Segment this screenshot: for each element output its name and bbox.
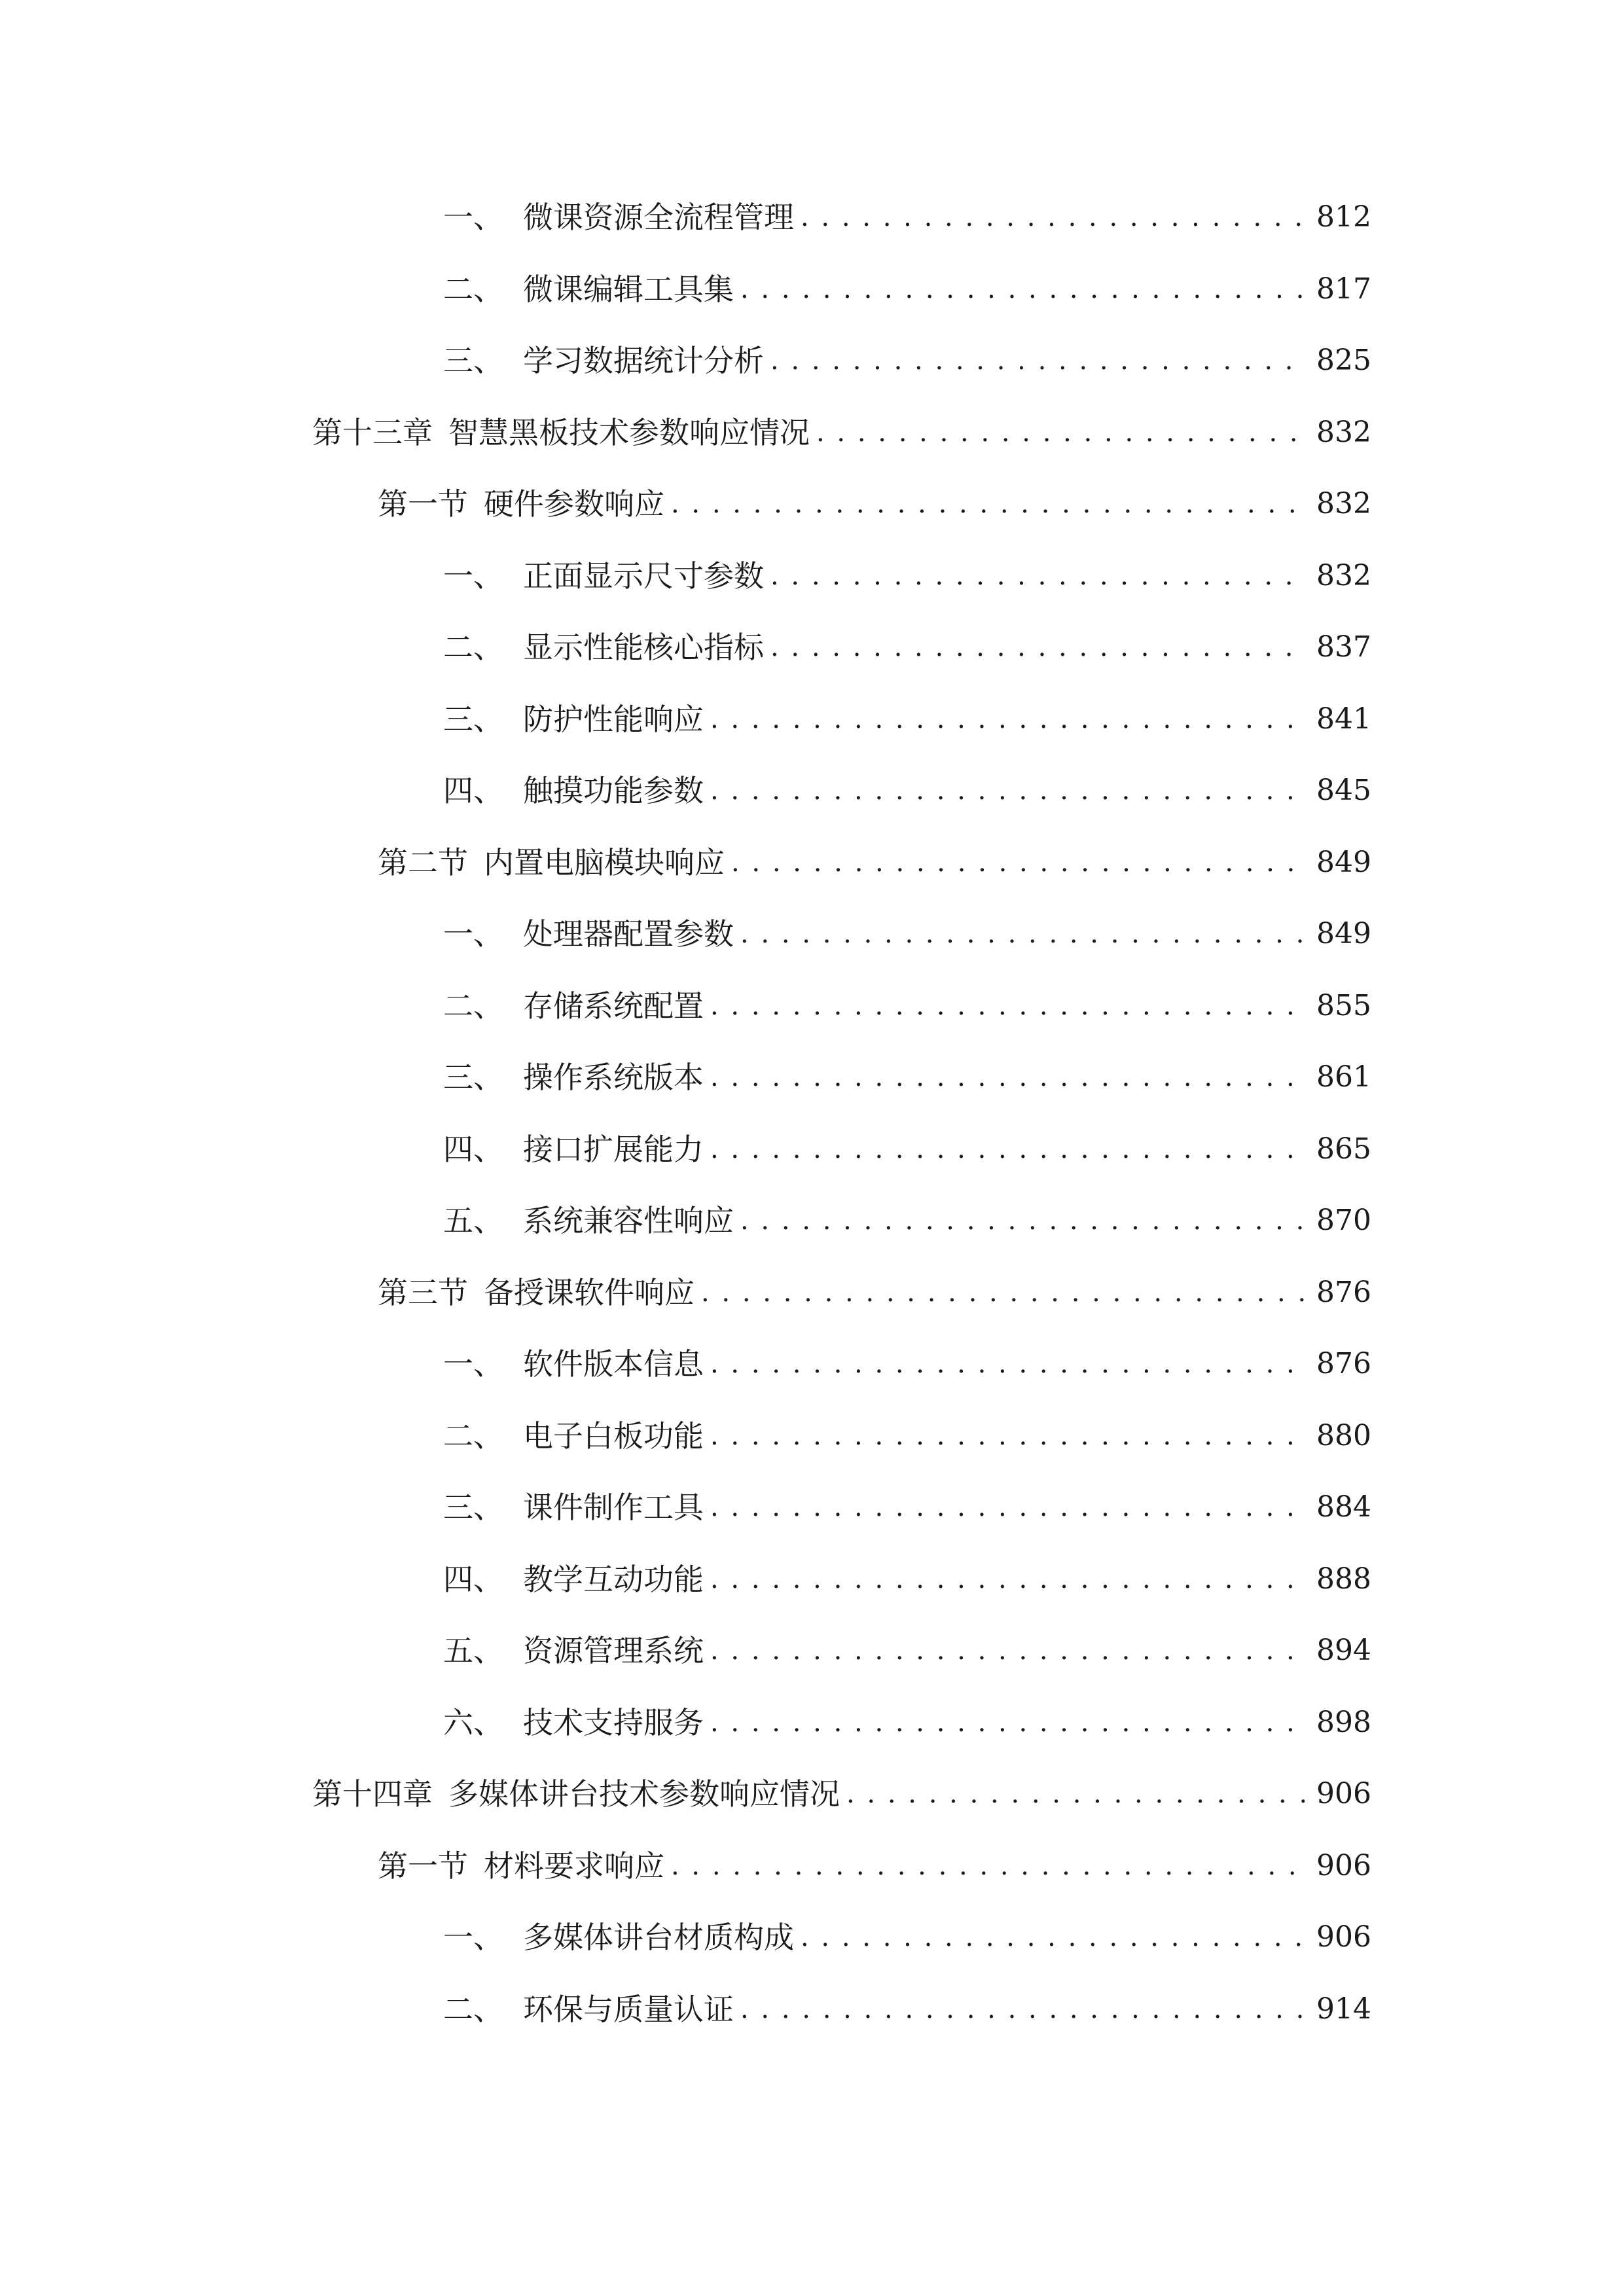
dot-leader [710,1341,1305,1387]
toc-entry-page: 906 [1316,1849,1371,1882]
toc-entry[interactable] [0,1054,1624,1100]
dot-leader [710,983,1305,1029]
toc-entry-number: 三、 [443,702,503,737]
dot-leader [710,768,1305,814]
toc-entry-title: 硬件参数响应 [484,486,664,522]
dot-leader [710,1054,1305,1100]
toc-entry-title: 环保与质量认证 [523,1992,734,2027]
toc-entry-chapter[interactable] [0,410,1624,456]
toc-entry-title: 多媒体讲台技术参数响应情况 [448,1776,840,1812]
toc-entry-title: 触摸功能参数 [523,773,704,808]
toc-entry-number: 一、 [443,1920,503,1955]
toc-entry-section[interactable] [0,1843,1624,1889]
toc-entry[interactable] [0,266,1624,312]
toc-entry[interactable] [0,1126,1624,1172]
toc-entry-title: 课件制作工具 [523,1490,704,1525]
dot-leader [671,481,1305,527]
toc-entry-title: 存储系统配置 [523,988,704,1024]
toc-entry-title: 备授课软件响应 [484,1275,695,1310]
toc-entry-page: 906 [1316,1920,1371,1954]
toc-entry-number: 一、 [443,916,503,952]
toc-entry-number: 五、 [443,1203,503,1238]
toc-entry-title: 资源管理系统 [523,1633,704,1668]
toc-entry-title: 接口扩展能力 [523,1132,704,1167]
toc-entry-page: 876 [1316,1347,1371,1380]
dot-leader [740,1198,1305,1244]
toc-entry-page: 849 [1316,846,1371,879]
dot-leader [710,696,1305,742]
toc-entry-section[interactable] [0,1270,1624,1316]
dot-leader [701,1270,1305,1316]
dot-leader [816,410,1305,456]
toc-entry-title: 软件版本信息 [523,1346,704,1382]
toc-entry-page: 861 [1316,1060,1371,1094]
toc-entry-page: 832 [1316,416,1371,449]
toc-entry-title: 材料要求响应 [484,1848,664,1884]
toc-entry-page: 880 [1316,1419,1371,1452]
dot-leader [731,840,1305,886]
toc-entry-number: 五、 [443,1633,503,1668]
dot-leader [671,1843,1305,1889]
toc-entry-number: 第一节 [378,1848,468,1884]
toc-entry[interactable] [0,983,1624,1029]
dot-leader [770,624,1305,670]
toc-entry-number: 二、 [443,1992,503,2027]
toc-entry-number: 第十三章 [312,415,433,450]
toc-entry-page: 898 [1316,1706,1371,1739]
toc-entry-page: 812 [1316,200,1371,234]
toc-entry-title: 正面显示尺寸参数 [523,558,764,594]
toc-entry-number: 三、 [443,343,503,378]
toc-entry-page: 888 [1316,1562,1371,1596]
toc-entry[interactable] [0,1914,1624,1960]
toc-entry-page: 884 [1316,1490,1371,1524]
toc-entry-number: 第一节 [378,486,468,522]
toc-entry[interactable] [0,1556,1624,1602]
toc-entry[interactable] [0,1484,1624,1530]
toc-entry-number: 二、 [443,988,503,1024]
toc-entry-title: 智慧黑板技术参数响应情况 [448,415,810,450]
toc-entry-page: 870 [1316,1204,1371,1237]
toc-entry-title: 防护性能响应 [523,702,704,737]
dot-leader [740,266,1305,312]
dot-leader [770,553,1305,599]
dot-leader [846,1771,1305,1817]
dot-leader [710,1126,1305,1172]
toc-entry-number: 一、 [443,200,503,235]
toc-entry-title: 内置电脑模块响应 [484,845,725,880]
toc-entry-chapter[interactable] [0,1771,1624,1817]
toc-entry[interactable] [0,1413,1624,1459]
dot-leader [801,1914,1305,1960]
dot-leader [740,1986,1305,2032]
toc-entry[interactable] [0,768,1624,814]
toc-entry-title: 学习数据统计分析 [523,343,764,378]
toc-entry-number: 第二节 [378,845,468,880]
toc-entry[interactable] [0,194,1624,240]
toc-entry-page: 855 [1316,989,1371,1022]
toc-entry-title: 微课资源全流程管理 [523,200,794,235]
dot-leader [710,1700,1305,1746]
dot-leader [710,1413,1305,1459]
toc-entry-page: 876 [1316,1276,1371,1309]
toc-entry-page: 841 [1316,702,1371,736]
dot-leader [801,194,1305,240]
dot-leader [710,1628,1305,1674]
toc-entry-page: 914 [1316,1992,1371,2026]
toc-entry[interactable] [0,1341,1624,1387]
toc-entry-section[interactable] [0,481,1624,527]
toc-entry-page: 849 [1316,917,1371,950]
dot-leader [710,1484,1305,1530]
toc-entry-title: 教学互动功能 [523,1562,704,1597]
toc-entry[interactable] [0,1986,1624,2032]
toc-entry[interactable] [0,696,1624,742]
toc-entry-number: 三、 [443,1060,503,1095]
toc-entry-number: 四、 [443,773,503,808]
toc-entry-title: 多媒体讲台材质构成 [523,1920,794,1955]
dot-leader [740,911,1305,957]
toc-entry-number: 四、 [443,1132,503,1167]
toc-entry-title: 微课编辑工具集 [523,272,734,307]
toc-entry-title: 显示性能核心指标 [523,630,764,665]
toc-entry-page: 825 [1316,344,1371,377]
dot-leader [710,1556,1305,1602]
toc-entry-page: 906 [1316,1777,1371,1810]
toc-entry-page: 832 [1316,487,1371,520]
toc-entry[interactable] [0,624,1624,670]
dot-leader [770,338,1305,384]
toc-entry-number: 四、 [443,1562,503,1597]
toc-entry-number: 第三节 [378,1275,468,1310]
toc-entry-page: 832 [1316,559,1371,592]
toc-entry[interactable] [0,911,1624,957]
toc-entry-number: 一、 [443,558,503,594]
toc-entry-page: 845 [1316,774,1371,807]
toc-entry[interactable] [0,1198,1624,1244]
toc-entry-section[interactable] [0,840,1624,886]
toc-entry-title: 操作系统版本 [523,1060,704,1095]
toc-entry-page: 894 [1316,1634,1371,1667]
toc-entry-page: 837 [1316,630,1371,664]
toc-entry-number: 二、 [443,272,503,307]
toc-entry-number: 三、 [443,1490,503,1525]
toc-entry-title: 电子白板功能 [523,1418,704,1454]
toc-entry-number: 二、 [443,630,503,665]
toc-entry-title: 系统兼容性响应 [523,1203,734,1238]
toc-entry-number: 六、 [443,1705,503,1740]
toc-entry-number: 一、 [443,1346,503,1382]
toc-entry[interactable] [0,1628,1624,1674]
toc-entry-page: 817 [1316,272,1371,306]
toc-entry[interactable] [0,553,1624,599]
toc-entry-number: 第十四章 [312,1776,433,1812]
toc-entry[interactable] [0,1700,1624,1746]
toc-entry[interactable] [0,338,1624,384]
toc-entry-number: 二、 [443,1418,503,1454]
toc-entry-page: 865 [1316,1132,1371,1166]
toc-entry-title: 处理器配置参数 [523,916,734,952]
toc-entry-title: 技术支持服务 [523,1705,704,1740]
